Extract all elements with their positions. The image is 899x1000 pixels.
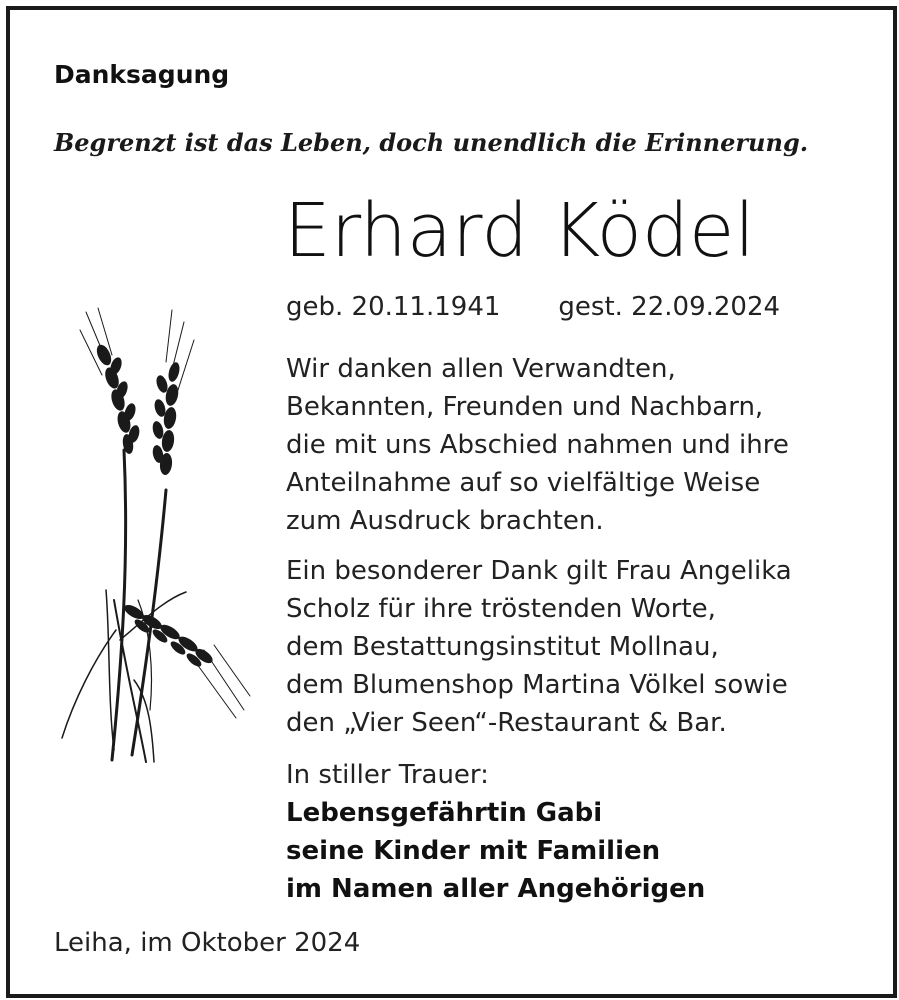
deceased-name: Erhard Ködel [284, 188, 755, 274]
thanks-line: Anteilnahme auf so vielfältige Weise [286, 468, 761, 498]
thanks-line: den „Vier Seen“-Restaurant & Bar. [286, 708, 727, 738]
notice-heading: Danksagung [54, 60, 230, 89]
motto-quote: Begrenzt ist das Leben, doch unendlich die Erinnerung. [54, 128, 809, 157]
mourner-name: Lebensgefährtin Gabi [286, 798, 603, 828]
thanks-line: Ein besonderer Dank gilt Frau Angelika [286, 556, 792, 586]
thanks-line: Bekannten, Freunden und Nachbarn, [286, 392, 764, 422]
mourners-intro: In stiller Trauer: [286, 760, 489, 790]
thanks-line: zum Ausdruck brachten. [286, 506, 604, 536]
place-date: Leiha, im Oktober 2024 [54, 928, 361, 958]
thanks-line: dem Blumenshop Martina Völkel sowie [286, 670, 788, 700]
wheat-ears-icon [54, 300, 254, 775]
thanks-line: die mit uns Abschied nahmen und ihre [286, 430, 789, 460]
thanks-paragraph-1 [286, 350, 886, 540]
thanks-paragraph-2 [286, 552, 886, 742]
thanks-line: dem Bestattungsinstitut Mollnau, [286, 632, 719, 662]
thanks-line: Wir danken allen Verwandten, [286, 354, 676, 384]
birth-date: geb. 20.11.1941 [286, 292, 501, 322]
mourners-block [286, 756, 886, 908]
obituary-card [6, 6, 897, 998]
mourner-name: im Namen aller Angehörigen [286, 874, 706, 904]
thanks-line: Scholz für ihre tröstenden Worte, [286, 594, 716, 624]
death-date: gest. 22.09.2024 [558, 292, 781, 322]
mourner-name: seine Kinder mit Familien [286, 836, 661, 866]
life-dates [286, 292, 780, 322]
